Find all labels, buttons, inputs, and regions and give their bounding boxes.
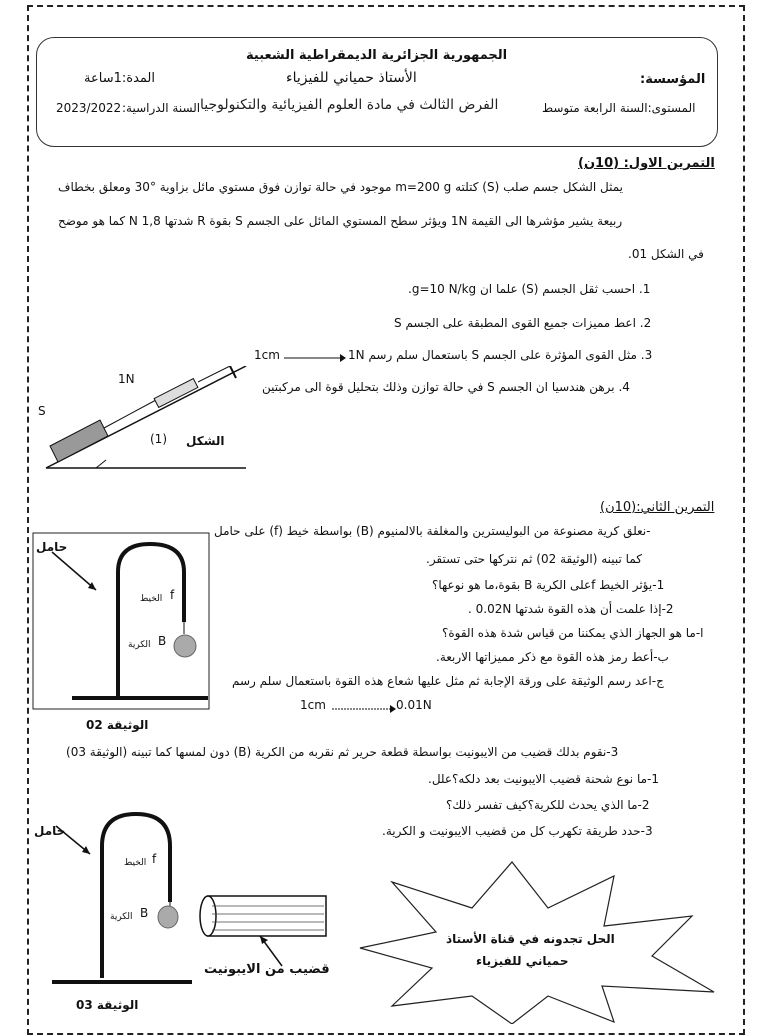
star-note-line1: الحل تجدونه في قناة الأستاذ: [446, 932, 615, 946]
exercise1-intro-line3: في الشكل 01.: [628, 247, 704, 261]
doc2-ball-label: الكرية: [128, 640, 151, 650]
body-label: S: [38, 404, 46, 418]
spring-label: 1N: [118, 372, 135, 386]
exercise1-q1: 1. احسب ثقل الجسم (S) علما ان g=10 N/kg.: [408, 282, 651, 296]
exercise1-intro-line1: يمثل الشكل جسم صلب (S) كتلته m=200 g موجود في حالة توازن فوق مستوي مائل بزاوية °30 ومعلق بخطاف: [58, 180, 623, 194]
duration: المدة:1ساعة: [84, 71, 155, 86]
institution-label: المؤسسة:: [640, 72, 706, 87]
exercise1-intro-line2: ربيعة يشير مؤشرها الى القيمة 1N ويؤثر سطح المستوي المائل على الجسم S بقوة R شدتها 1,8 N كما هو موضح: [58, 214, 623, 228]
exercise1-q3: 3. مثل القوى المؤثرة على الجسم S باستعمال سلم رسم 1N: [348, 348, 653, 362]
doc3-thread-label: الخيط: [124, 858, 147, 868]
doc3-caption: الوثيقة 03: [76, 998, 139, 1012]
exercise2-qa: ا-ما هو الجهاز الذي يمكننا من قياس شدة هذه القوة؟: [442, 626, 704, 640]
document-02-figure: [32, 532, 212, 712]
exercise1-q4: 4. برهن هندسيا ان الجسم S في حالة توازن وذلك بتحليل قوة الى مركبتين: [262, 380, 630, 394]
doc3-ball-label: الكرية: [110, 912, 133, 922]
scale-left: 1cm: [300, 698, 326, 712]
inclined-plane-figure: [36, 366, 250, 478]
doc3-stand-label: حامل: [34, 824, 66, 838]
republic-title: الجمهورية الجزائرية الديمقراطية الشعبية: [246, 48, 508, 63]
exercise2-line2: كما تبينه (الوثيقة 02) ثم نتركها حتى تستقر.: [426, 552, 642, 566]
exercise2-q33: 3-حدد طريقة تكهرب كل من قضيب الايبونيت و الكرية.: [382, 824, 653, 838]
doc2-caption: الوثيقة 02: [86, 718, 149, 732]
doc2-ball-letter: B: [158, 634, 167, 648]
level: المستوى:السنة الرابعة متوسط: [542, 101, 696, 115]
exercise2-q1: 1-يؤثر الخيط fعلى الكرية B بقوة،ما هو نوعها؟: [432, 578, 665, 592]
school-year-label: السنة الدراسية:: [122, 101, 201, 115]
exercise2-qc: ج-اعد رسم الوثيقة على ورقة الإجابة ثم مثل عليها شعاع هذه القوة باستعمال سلم رسم: [232, 674, 664, 688]
exercise1-q3-scale: 1cm: [254, 348, 280, 362]
exercise1-q2: 2. اعط مميزات جميع القوى المطبقة على الجسم S: [394, 316, 652, 330]
exam-title: الفرض الثالث في مادة العلوم الفيزيائية والتكنولوجيا: [200, 97, 499, 113]
doc2-thread-letter: f: [170, 588, 175, 602]
scale-arrow-2: [332, 702, 396, 714]
doc3-thread-letter: f: [152, 852, 157, 866]
doc3-ball-letter: B: [140, 906, 149, 920]
teacher-name: الأستاذ حمياني للفيزياء: [286, 70, 417, 86]
exercise2-q2: 2-إذا علمت أن هذه القوة شدتها 0.02N .: [468, 602, 674, 616]
figure1-caption-num: (1): [150, 432, 167, 446]
figure1-caption: الشكل: [186, 434, 225, 448]
scale-arrow-1: [284, 352, 346, 364]
doc2-stand-label: حامل: [36, 540, 68, 554]
exercise2-qb: ب-أعط رمز هذه القوة مع ذكر مميزاتها الاربعة.: [436, 650, 669, 664]
exercise2-q32: 2-ما الذي يحدث للكرية؟كيف تفسر ذلك؟: [446, 798, 650, 812]
exercise2-q31: 1-ما نوع شحنة قضيب الايبونيت بعد دلكه؟علل.: [428, 772, 660, 786]
doc3-rod-label: قضيب من الايبونيت: [204, 962, 330, 977]
doc2-thread-label: الخيط: [140, 594, 163, 604]
school-year: 2023/2022: [56, 101, 122, 115]
star-note-line2: حمياني للفيزياء: [476, 954, 569, 968]
exercise2-q3: 3-نقوم بدلك قضيب من الايبونيت بواسطة قطعة حرير ثم نقربه من الكرية (B) دون لمسها كما تبينه (الوثيقة 03): [66, 745, 619, 759]
scale-right: 0.01N: [396, 698, 432, 712]
exercise2-title: التمرين الثاني:(10ن): [600, 500, 715, 515]
exercise1-title: التمرين الاول: (10ن): [578, 156, 715, 171]
exercise2-line1: -نعلق كرية مصنوعة من البوليسترين والمغلفة بالالمنيوم (B) بواسطة خيط (f) على حامل: [214, 524, 651, 538]
